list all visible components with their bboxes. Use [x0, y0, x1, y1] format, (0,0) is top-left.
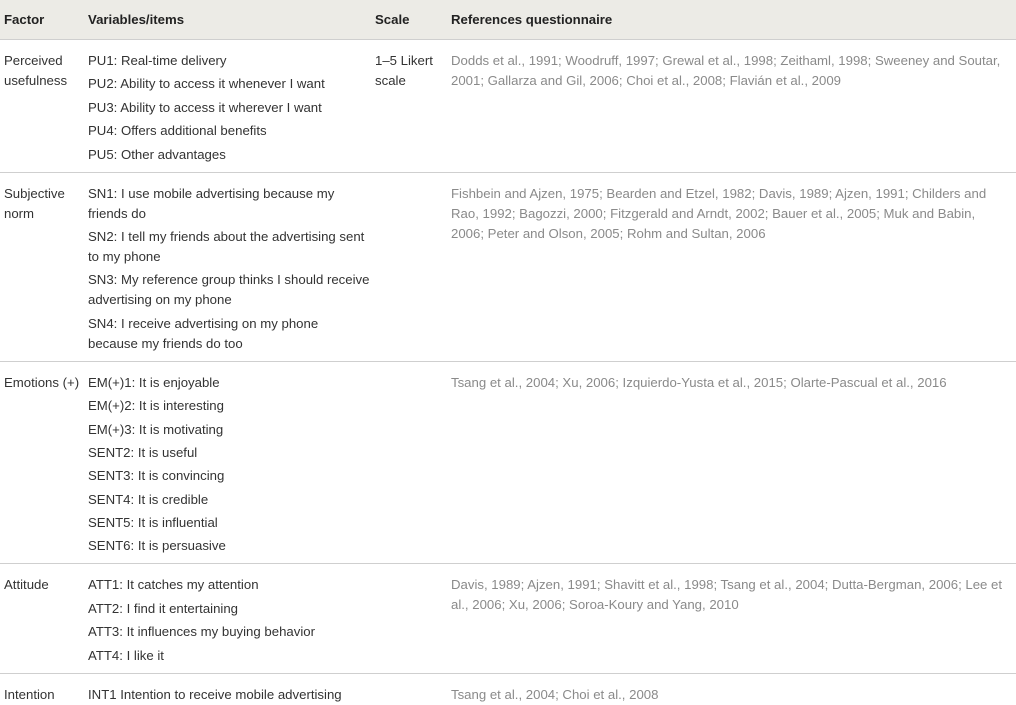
item-text: SN3: My reference group thinks I should receive advertising on my phone	[88, 272, 370, 308]
header-row	[0, 0, 1016, 40]
table-row	[0, 361, 1016, 564]
references-cell: Tsang et al., 2004; Xu, 2006; Izquierdo-Yusta et al., 2015; Olarte-Pascual et al., 2016	[447, 361, 1016, 564]
items-cell	[84, 361, 371, 564]
item-text: ATT3: It influences my buying behavior	[88, 624, 315, 640]
item-text: PU2: Ability to access it whenever I want	[88, 76, 325, 92]
references-cell: Davis, 1989; Ajzen, 1991; Shavitt et al., 1998; Tsang et al., 2004; Dutta-Bergman, 2006; Lee et al., 2006; Xu, 2006; Soroa-Koury and Yang, 2010	[447, 564, 1016, 673]
item-text: SENT5: It is influential	[88, 515, 218, 531]
item-text: EM(+)2: It is interesting	[88, 398, 224, 414]
scale-cell	[371, 564, 447, 673]
item-text: SN2: I tell my friends about the advertising sent to my phone	[88, 228, 365, 264]
item-text: PU4: Offers additional benefits	[88, 123, 267, 139]
table-row	[0, 564, 1016, 673]
item-text: SENT3: It is convincing	[88, 468, 225, 484]
items-cell	[84, 673, 371, 705]
item-text: EM(+)3: It is motivating	[88, 421, 224, 437]
factor-cell: Perceived usefulness	[0, 40, 84, 173]
item-text: ATT2: I find it entertaining	[88, 600, 239, 616]
item-text: SENT6: It is persuasive	[88, 538, 226, 554]
item-text: ATT1: It catches my attention	[88, 577, 259, 593]
references-cell: Fishbein and Ajzen, 1975; Bearden and Etzel, 1982; Davis, 1989; Ajzen, 1991; Childers and Rao, 1992; Bagozzi, 2000; Fitzgerald and Arndt, 2002; Bauer et al., 2005; Muk and Babin, 2006; Peter and Olson, 2005; Rohm and Sultan, 2006	[447, 172, 1016, 361]
table-row	[0, 673, 1016, 705]
references-cell: Dodds et al., 1991; Woodruff, 1997; Grewal et al., 1998; Zeithaml, 1998; Sweeney and Soutar, 2001; Gallarza and Gil, 2006; Choi et al., 2008; Flavián et al., 2009	[447, 40, 1016, 173]
item-text: INT1 Intention to receive mobile advertising	[88, 686, 342, 702]
scale-cell	[371, 673, 447, 705]
item-text: PU3: Ability to access it wherever I want	[88, 99, 322, 115]
factor-cell: Subjective norm	[0, 172, 84, 361]
factor-cell: Attitude	[0, 564, 84, 673]
header-factor: Factor	[0, 0, 84, 40]
items-cell	[84, 564, 371, 673]
item-text: EM(+)1: It is enjoyable	[88, 374, 220, 390]
table-row	[0, 172, 1016, 361]
header-scale: Scale	[371, 0, 447, 40]
item-text: SENT2: It is useful	[88, 444, 198, 460]
references-cell: Tsang et al., 2004; Choi et al., 2008	[451, 686, 659, 702]
header-references: References questionnaire	[447, 0, 1016, 40]
item-text: ATT4: I like it	[88, 647, 164, 663]
scale-cell	[371, 361, 447, 564]
items-cell	[84, 172, 371, 361]
factor-cell: Emotions (+)	[0, 361, 84, 564]
factor-cell: Intention	[4, 686, 55, 702]
items-cell	[84, 40, 371, 173]
scale-cell: 1–5 Likert scale	[371, 40, 447, 173]
item-text: SN4: I receive advertising on my phone because my friends do too	[88, 315, 319, 351]
item-text: SENT4: It is credible	[88, 491, 209, 507]
item-text: PU1: Real-time delivery	[88, 53, 227, 68]
header-variables: Variables/items	[84, 0, 371, 40]
scale-cell	[371, 172, 447, 361]
table-row	[0, 40, 1016, 173]
item-text: PU5: Other advantages	[88, 146, 226, 162]
item-text: SN1: I use mobile advertising because my friends do	[88, 185, 335, 221]
